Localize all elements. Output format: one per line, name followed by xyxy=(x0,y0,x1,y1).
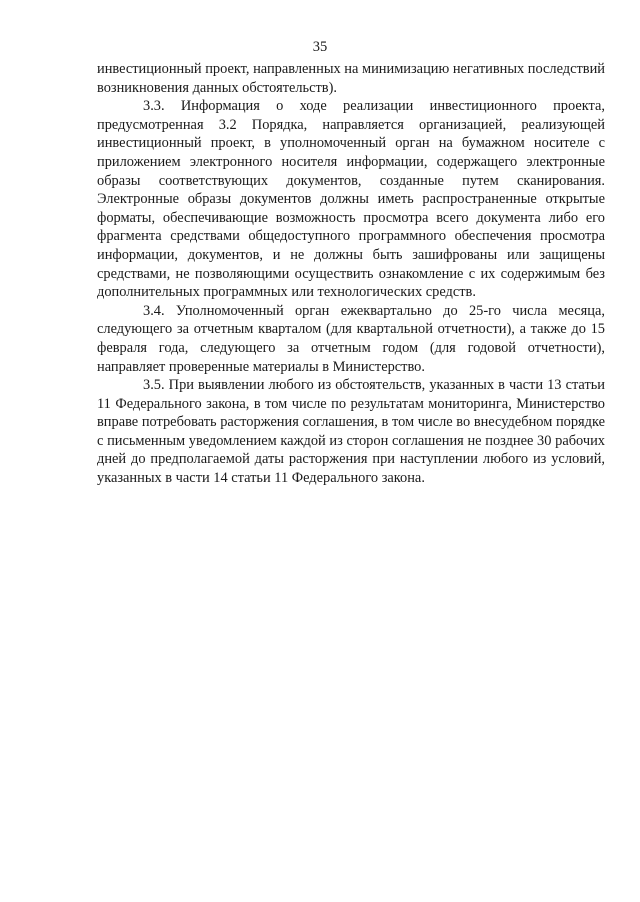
paragraph-3-4: 3.4. Уполномоченный орган ежеквартально до 25-го числа месяца, следующего за отчетным кварталом (для квартальной отчетности), а также до 15 февраля года, следующего за отчетным годом (для годовой отчетности), направляет проверенные материалы в Министерство. xyxy=(97,302,605,375)
page-number: 35 xyxy=(312,39,328,55)
paragraph-3-3: 3.3. Информация о ходе реализации инвестиционного проекта, предусмотренная 3.2 Порядка, направляется организацией, реализующей инвестиционный проект, в уполномоченный орган на бумажном носителе с приложением электронного носителя информации, содержащего электронные образы соответствующих документов, созданные путем сканирования. Электронные образы документов должны иметь распространенные открытые форматы, обеспечивающие возможность просмотра всего документа либо его фрагмента средствами общедоступного программного обеспечения просмотра информации, документов, и не должны быть зашифрованы или защищены средствами, не позволяющими осуществить ознакомление с их содержимым без дополнительных программных или технологических средств. xyxy=(97,98,605,301)
paragraph-3-5: 3.5. При выявлении любого из обстоятельств, указанных в части 13 статьи 11 Федерального закона, в том числе по результатам мониторинга, Министерство вправе потребовать расторжения соглашения, в том числе во внесудебном порядке с письменным уведомлением каждой из сторон соглашения не позднее 30 рабочих дней до предполагаемой даты расторжения при наступлении любого из условий, указанных в части 14 статьи 11 Федерального закона. xyxy=(97,377,605,487)
paragraph-continuation: инвестиционный проект, направленных на минимизацию негативных последствий возникновения данных обстоятельств). xyxy=(97,61,605,96)
document-body xyxy=(97,60,605,488)
